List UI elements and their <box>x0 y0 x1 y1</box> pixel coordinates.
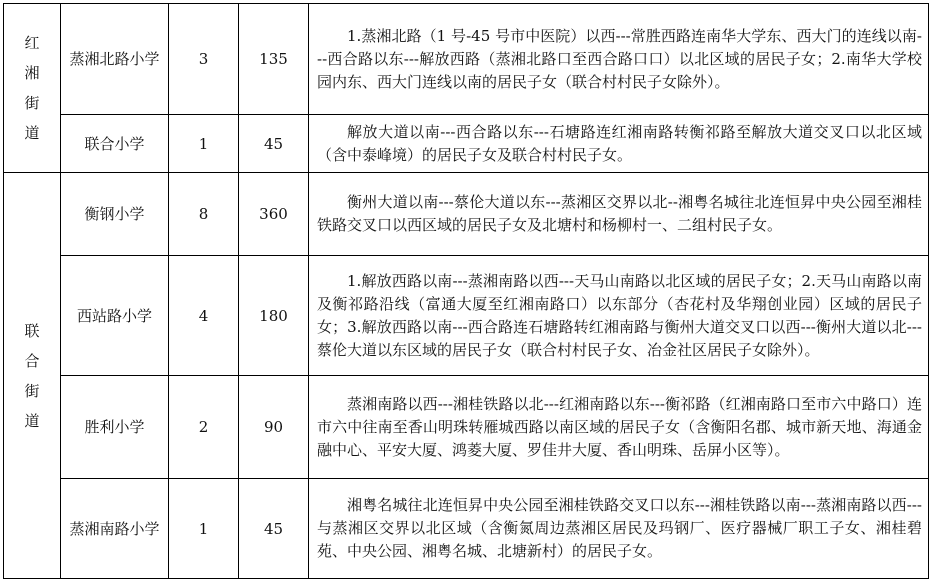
school-name: 衡钢小学 <box>61 173 169 256</box>
table-row <box>4 115 929 173</box>
enrollment-area: 1.蒸湘北路（1 号-45 号市中医院）以西---常胜西路连南华大学东、西大门的连线以南---西合路以东---解放西路（蒸湘北路口至西合路口口）以北区域的居民子女；2.南华大学校园内东、西大门连线以南的居民子女（联合村村民子女除外）。 <box>309 4 929 115</box>
enrollment-zone-table <box>3 3 929 579</box>
street-cell-lianhe <box>4 173 61 579</box>
enrollment-area: 蒸湘南路以西---湘桂铁路以北---红湘南路以东---衡祁路（红湘南路口至市六中路口）连市六中往南至香山明珠转雁城西路以南区域的居民子女（含衡阳名郡、城市新天地、海通金融中心、平安大厦、鸿菱大厦、罗佳井大厦、香山明珠、岳屏小区等）。 <box>309 376 929 479</box>
student-count: 45 <box>239 115 309 173</box>
table-row <box>4 256 929 376</box>
enrollment-area: 湘粤名城往北连恒昇中央公园至湘桂铁路交叉口以东---湘桂铁路以南---蒸湘南路以西---与蒸湘区交界以北区域（含衡氮周边蒸湘区居民及玛钢厂、医疗器械厂职工子女、湘桂碧苑、中央公园、湘粤名城、北塘新村）的居民子女。 <box>309 479 929 579</box>
student-count: 135 <box>239 4 309 115</box>
street-cell-hongxiang <box>4 4 61 173</box>
class-count: 1 <box>169 479 239 579</box>
table-row <box>4 376 929 479</box>
school-name: 胜利小学 <box>61 376 169 479</box>
student-count: 180 <box>239 256 309 376</box>
table-row <box>4 173 929 256</box>
class-count: 3 <box>169 4 239 115</box>
class-count: 1 <box>169 115 239 173</box>
class-count: 8 <box>169 173 239 256</box>
student-count: 45 <box>239 479 309 579</box>
student-count: 360 <box>239 173 309 256</box>
school-name: 蒸湘南路小学 <box>61 479 169 579</box>
table-row <box>4 479 929 579</box>
enrollment-area: 解放大道以南---西合路以东---石塘路连红湘南路转衡祁路至解放大道交叉口以北区域（含中泰峰境）的居民子女及联合村村民子女。 <box>309 115 929 173</box>
enrollment-area: 衡州大道以南---蔡伦大道以东---蒸湘区交界以北--湘粤名城往北连恒昇中央公园至湘桂铁路交叉口以西区域的居民子女及北塘村和杨柳村一、二组村民子女。 <box>309 173 929 256</box>
school-name: 蒸湘北路小学 <box>61 4 169 115</box>
street-name: 联 合 街 道 <box>24 321 40 430</box>
school-name: 西站路小学 <box>61 256 169 376</box>
enrollment-area: 1.解放西路以南---蒸湘南路以西---天马山南路以北区域的居民子女；2.天马山南路以南及衡祁路沿线（富通大厦至红湘南路口）以东部分（杏花村及华翔创业园）区域的居民子女；3.解放西路以南---西合路连石塘路转红湘南路与衡州大道交叉口以西---衡州大道以北---蔡伦大道以东区域的居民子女（联合村村民子女、冶金社区居民子女除外）。 <box>309 256 929 376</box>
class-count: 4 <box>169 256 239 376</box>
school-name: 联合小学 <box>61 115 169 173</box>
class-count: 2 <box>169 376 239 479</box>
student-count: 90 <box>239 376 309 479</box>
street-name: 红 湘 街 道 <box>24 34 40 142</box>
table-row <box>4 4 929 115</box>
